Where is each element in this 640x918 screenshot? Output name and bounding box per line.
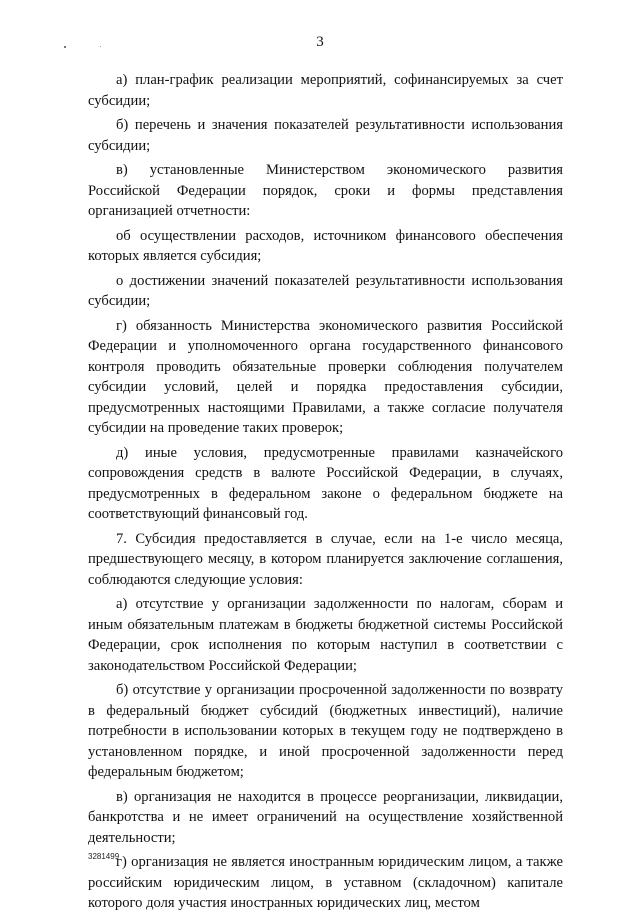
paragraph: г) обязанность Министерства экономического развития Российской Федерации и уполномоченного органа государственного финансового контроля проводить обязательные проверки соблюдения получателем субсидии условий, целей и порядка предоставления субсидии, предусмотренных настоящими Правилами, а также согласие получателя субсидии на проведение таких проверок; [88,317,563,436]
paragraph: о достижении значений показателей результативности использования субсидии; [88,272,563,309]
paragraph: г) организация не является иностранным юридическим лицом, а также российским юридическим лицом, в уставном (складочном) капитале которого доля участия иностранных юридических лиц, местом [88,854,563,911]
paragraph: б) отсутствие у организации просроченной задолженности по возврату в федеральный бюджет субсидий (бюджетных инвестиций), наличие потребности в использовании которых в текущем году не подтверждено в установленном порядке, и иной просроченной задолженности перед федеральным бюджетом; [88,682,563,780]
paragraph: а) отсутствие у организации задолженности по налогам, сборам и иным обязательным платежам в бюджеты бюджетной системы Российской Федерации, срок исполнения по которым наступил в соответствии с законодательством Российской Федерации; [88,596,563,674]
paragraph: а) план-график реализации мероприятий, софинансируемых за счет субсидии; [88,72,563,109]
paragraph: б) перечень и значения показателей результативности использования субсидии; [88,117,563,154]
document-body [88,70,563,918]
paragraph: 7. Субсидия предоставляется в случае, если на 1-е число месяца, предшествующего месяцу, в котором планируется заключение соглашения, соблюдаются следующие условия: [88,530,563,588]
page-number: 3 [316,34,324,50]
paragraph: в) организация не находится в процессе реорганизации, ликвидации, банкротства и не имеет ограничений на осуществление хозяйственной деятельности; [88,788,563,846]
paragraph: об осуществлении расходов, источником финансового обеспечения которых является субсидия; [88,227,563,264]
paragraph: д) иные условия, предусмотренные правилами казначейского сопровождения средств в валюте Российской Федерации, в случаях, предусмотренных в федеральном законе о федеральном бюджете на соответствующий финансовый год. [88,444,563,522]
document-code: 3281499 [88,852,120,861]
paragraph: в) установленные Министерством экономического развития Российской Федерации порядок, сроки и формы представления организацией отчетности: [88,162,563,219]
